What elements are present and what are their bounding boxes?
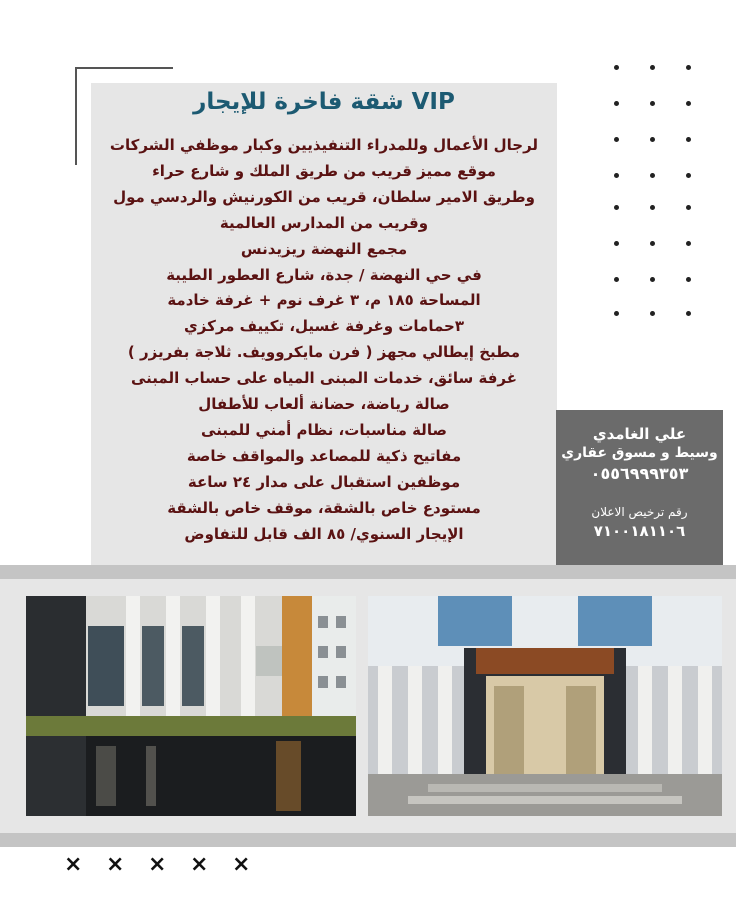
detail-line: وطريق الامير سلطان، قريب من الكورنيش والردسي مول — [113, 187, 535, 206]
agent-name: علي الغامدي — [592, 425, 687, 443]
dot — [686, 241, 691, 246]
detail-line: صالة مناسبات، نظام أمني للمبنى — [201, 420, 447, 439]
dot — [686, 277, 691, 282]
dot — [650, 205, 655, 210]
cross-icon: × — [106, 852, 125, 877]
dot — [650, 277, 655, 282]
dot — [686, 205, 691, 210]
band-divider-top — [0, 565, 736, 579]
detail-line: مطبخ إيطالي مجهز ( فرن مايكروويف. ثلاجة بفريزر ) — [127, 343, 521, 362]
detail-line: المساحة ١٨٥ م، ٣ غرف نوم + غرفة خادمة — [167, 291, 481, 310]
cross-icon: × — [190, 852, 209, 877]
dot-grid-decoration — [606, 58, 706, 328]
detail-line: موقع مميز قريب من طريق الملك و شارع حراء — [152, 161, 496, 180]
dot — [614, 311, 619, 316]
dot — [614, 241, 619, 246]
corner-frame-left — [75, 67, 77, 165]
corner-frame-top — [75, 67, 173, 69]
dot — [686, 101, 691, 106]
cross-icon: × — [148, 852, 167, 877]
dot — [614, 101, 619, 106]
cross-icon: × — [64, 852, 83, 877]
detail-line: وقريب من المدارس العالمية — [219, 213, 429, 232]
dot — [650, 311, 655, 316]
detail-line: مفاتيح ذكية للمصاعد والمواقف خاصة — [186, 446, 462, 465]
dot — [686, 137, 691, 142]
detail-line: موظفين استقبال على مدار ٢٤ ساعة — [187, 472, 461, 491]
detail-line: ٣حمامات وغرفة غسيل، تكييف مركزي — [184, 317, 464, 336]
dot — [650, 101, 655, 106]
dot — [650, 137, 655, 142]
detail-line: مجمع النهضة ريزيدنس — [240, 239, 408, 258]
detail-line: لرجال الأعمال وللمدراء التنفيذيين وكبار موظفي الشركات — [109, 136, 539, 154]
dot — [686, 65, 691, 70]
dot — [650, 173, 655, 178]
dot — [614, 65, 619, 70]
agent-role: وسيط و مسوق عقاري — [561, 445, 718, 461]
detail-line: غرفة سائق، خدمات المبنى المياه على حساب المبنى — [130, 369, 518, 388]
license-number: ٧١٠٠١٨١١٠٦ — [593, 522, 686, 540]
listing-panel — [91, 83, 557, 565]
detail-line: الإيجار السنوي/ ٨٥ الف قابل للتفاوض — [184, 524, 464, 543]
dot — [650, 241, 655, 246]
dot — [614, 277, 619, 282]
agent-phone[interactable]: ٠٥٥٦٩٩٩٣٥٣ — [590, 464, 689, 483]
listing-title: شقة فاخرة للإيجار VIP — [193, 89, 455, 115]
dot — [686, 311, 691, 316]
building-entrance-photo — [368, 596, 722, 816]
band-divider-bottom — [0, 833, 736, 847]
agent-contact-box — [556, 410, 723, 565]
detail-line: في حي النهضة / جدة، شارع العطور الطيبة — [166, 265, 482, 284]
cross-row-decoration — [58, 852, 268, 882]
dot — [614, 205, 619, 210]
building-pool-photo — [26, 596, 356, 816]
detail-line: صالة رياضة، حضانة ألعاب للأطفال — [198, 395, 450, 414]
listing-details — [91, 133, 557, 548]
dot — [650, 65, 655, 70]
dot — [686, 173, 691, 178]
dot — [614, 137, 619, 142]
cross-icon: × — [232, 852, 251, 877]
detail-line: مستودع خاص بالشقة، موقف خاص بالشقة — [167, 498, 481, 517]
license-label: رقم ترخيص الاعلان — [591, 505, 688, 519]
dot — [614, 173, 619, 178]
